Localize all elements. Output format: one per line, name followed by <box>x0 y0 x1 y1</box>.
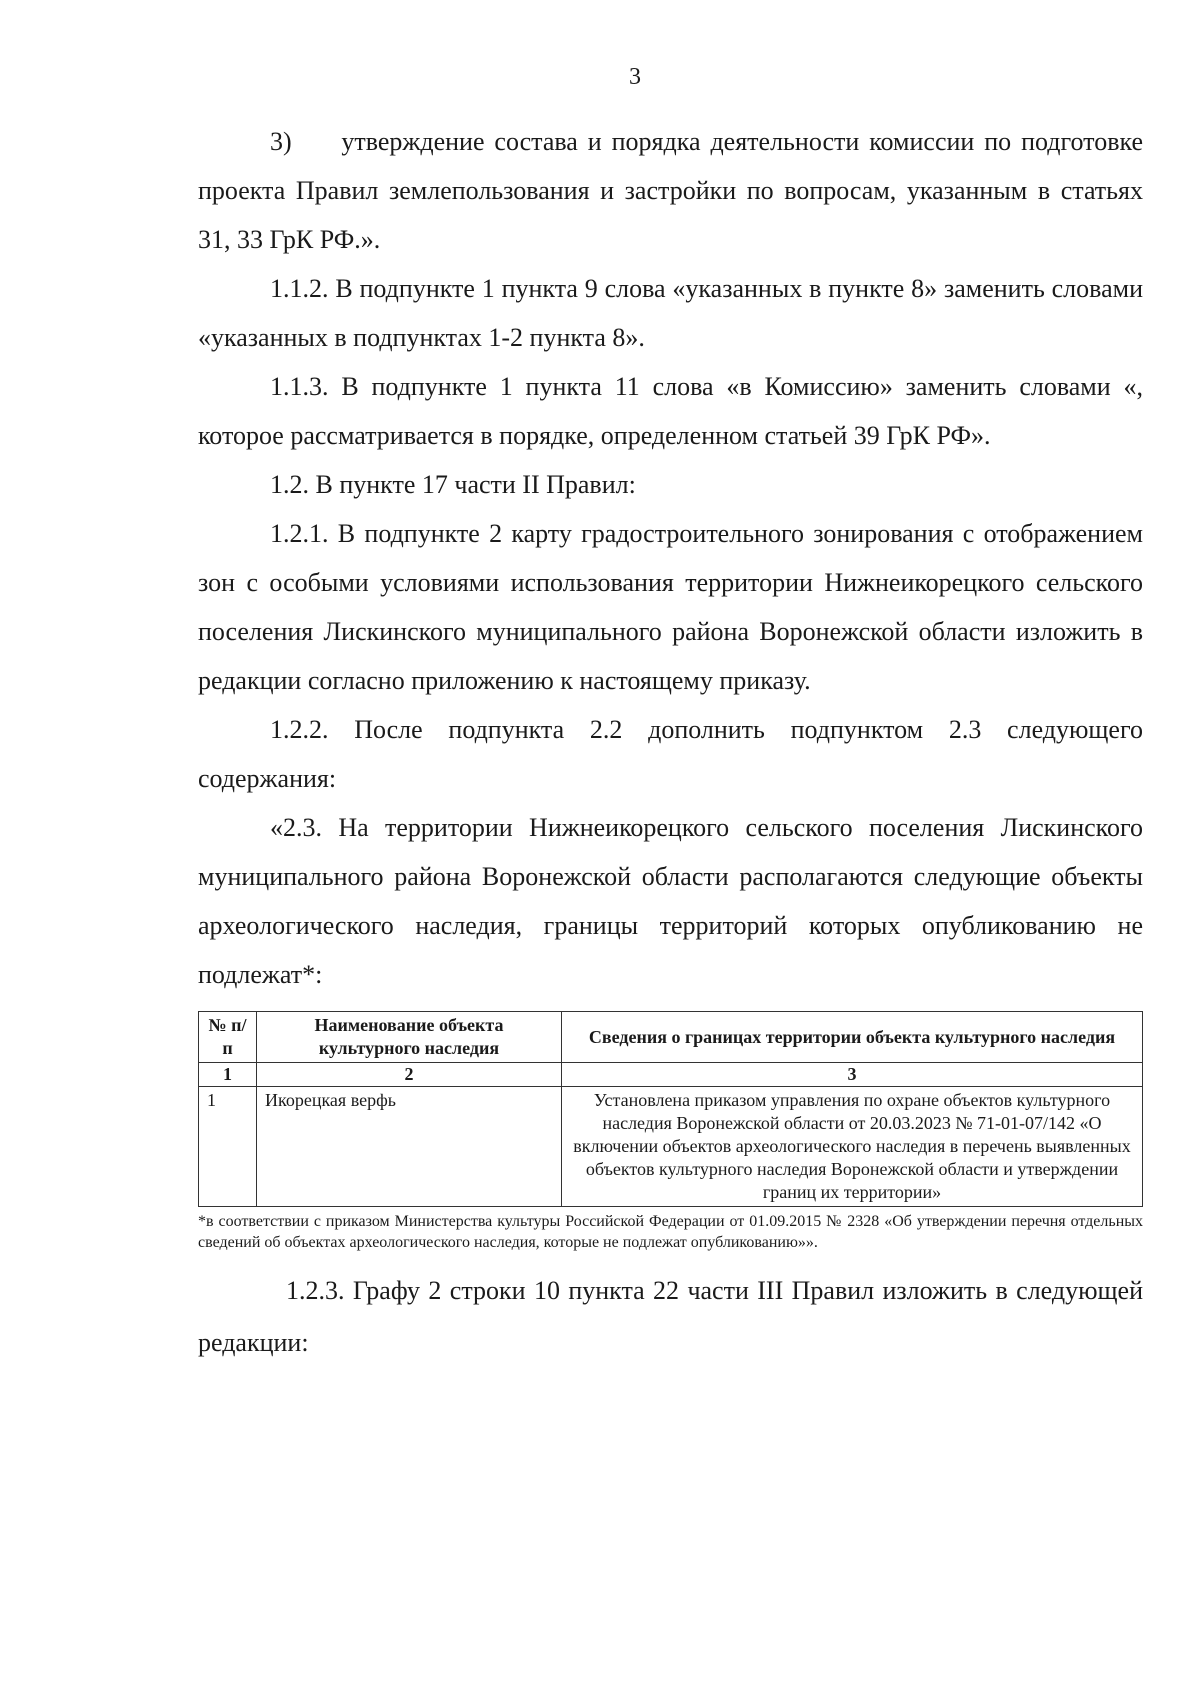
table-column-numbers-row <box>199 1063 1143 1087</box>
table-footnote: *в соответствии с приказом Министерства культуры Российской Федерации от 01.09.2015 № 2328 «Об утверждении перечня отдельных сведений об объектах археологического наследия, которые не подлежат опубликованию»». <box>198 1213 1143 1251</box>
paragraph-item-3-commission: 3) утверждение состава и порядка деятельности комиссии по подготовке проекта Правил землепользования и застройки по вопросам, указанным в статьях 31, 33 ГрК РФ.». <box>198 127 1143 254</box>
header-boundaries-info: Сведения о границах территории объекта культурного наследия <box>562 1012 1143 1063</box>
document-body <box>198 117 1143 1369</box>
column-number-3: 3 <box>562 1063 1143 1087</box>
table-row <box>199 1087 1143 1207</box>
paragraph-1-1-2: 1.1.2. В подпункте 1 пункта 9 слова «указанных в пункте 8» заменить словами «указанных в подпунктах 1-2 пункта 8». <box>198 274 1143 352</box>
paragraph-2-3-quote: «2.3. На территории Нижнеикорецкого сельского поселения Лискинского муниципального района Воронежской области располагаются следующие объекты археологического наследия, границы территорий которых опубликованию не подлежат*: <box>198 813 1143 989</box>
heritage-objects-table <box>198 1011 1143 1207</box>
row-object-name-cell: Икорецкая верфь <box>257 1087 562 1207</box>
paragraph-1-2: 1.2. В пункте 17 части II Правил: <box>270 470 636 499</box>
row-number-cell: 1 <box>199 1087 257 1207</box>
header-number: № п/п <box>199 1012 257 1063</box>
table-header-row <box>199 1012 1143 1063</box>
paragraph-1-2-2: 1.2.2. После подпункта 2.2 дополнить подпунктом 2.3 следующего содержания: <box>198 715 1143 793</box>
paragraph-1-1-3: 1.1.3. В подпункте 1 пункта 11 слова «в Комиссию» заменить словами «, которое рассматривается в порядке, определенном статьей 39 ГрК РФ». <box>198 372 1143 450</box>
column-number-2: 2 <box>257 1063 562 1087</box>
page-number: 3 <box>629 64 641 90</box>
paragraph-1-2-1: 1.2.1. В подпункте 2 карту градостроительного зонирования с отображением зон с особыми условиями использования территории Нижнеикорецкого сельского поселения Лискинского муниципального района Воронежской области изложить в редакции согласно приложению к настоящему приказу. <box>198 519 1143 695</box>
paragraph-1-2-3: 1.2.3. Графу 2 строки 10 пункта 22 части III Правил изложить в следующей редакции: <box>198 1276 1143 1357</box>
column-number-1: 1 <box>199 1063 257 1087</box>
row-boundaries-cell: Установлена приказом управления по охране объектов культурного наследия Воронежской области от 20.03.2023 № 71-01-07/142 «О включении объектов археологического наследия в перечень выявленных объектов культурного наследия Воронежской области и утверждении границ их территории» <box>562 1087 1143 1207</box>
header-object-name: Наименование объекта культурного наследия <box>257 1012 562 1063</box>
